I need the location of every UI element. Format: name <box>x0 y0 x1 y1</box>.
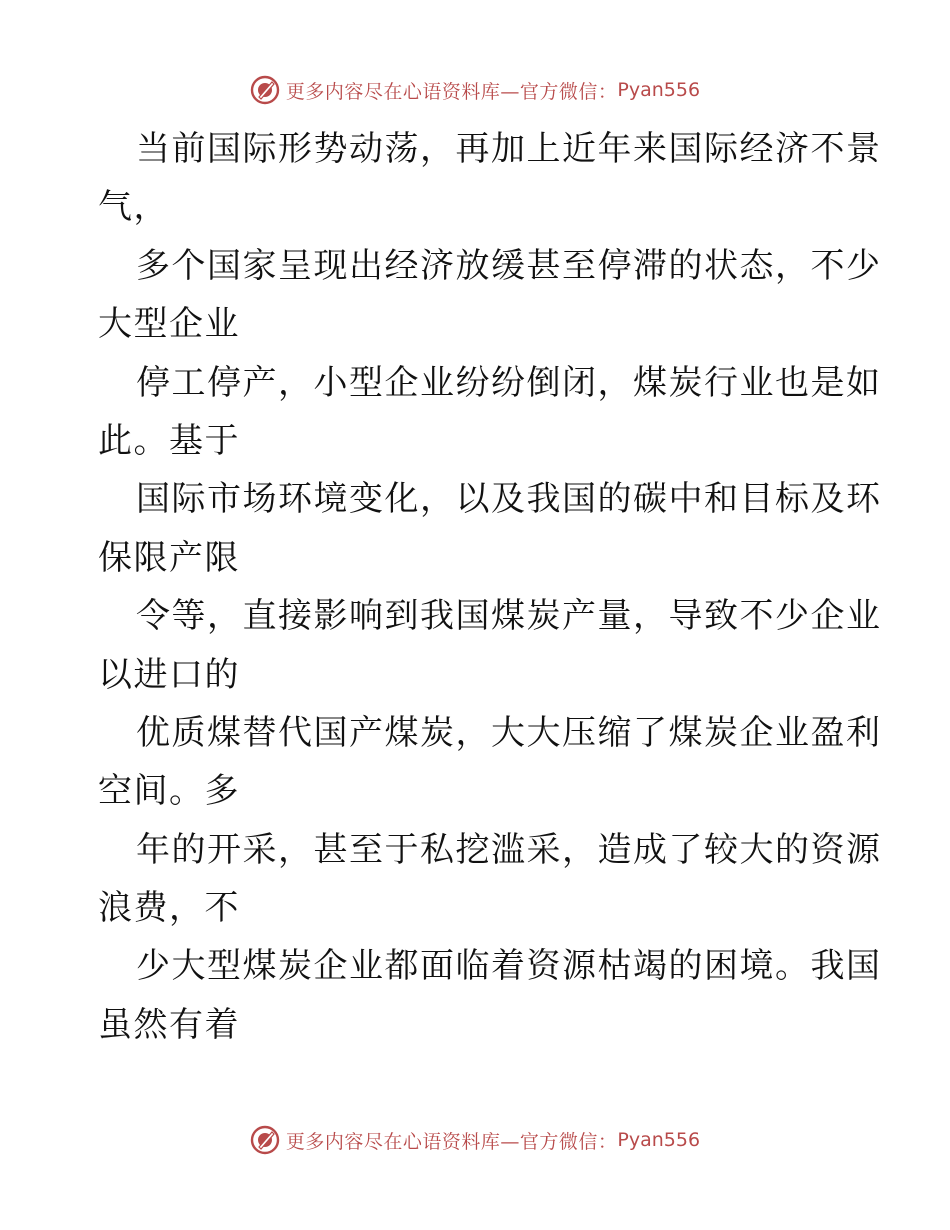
text-line: 虽然有着 <box>98 1004 240 1045</box>
header-banner-text: 更多内容尽在心语资料库—官方微信： <box>285 80 618 103</box>
text-line: 优质煤替代国产煤炭，大大压缩了煤炭企业盈利 <box>136 712 882 753</box>
text-line: 停工停产，小型企业纷纷倒闭，煤炭行业也是如 <box>136 362 882 403</box>
footer-banner <box>0 1120 950 1160</box>
text-line: 令等，直接影响到我国煤炭产量，导致不少企业 <box>136 596 882 637</box>
logo-icon <box>250 1125 280 1155</box>
body-text <box>98 120 882 1054</box>
text-line: 当前国际形势动荡，再加上近年来国际经济不景 <box>136 129 882 169</box>
text-line: 年的开采，甚至于私挖滥采，造成了较大的资源 <box>136 829 882 870</box>
text-line: 大型企业 <box>98 304 240 345</box>
footer-wechat-id: Pyan556 <box>617 1129 701 1151</box>
text-line: 空间。多 <box>98 771 240 812</box>
header-banner <box>0 70 950 110</box>
text-line: 气， <box>98 187 169 228</box>
text-line: 保限产限 <box>98 537 240 578</box>
text-line: 浪费，不 <box>98 888 240 929</box>
logo-icon <box>250 75 280 105</box>
text-line: 此。基于 <box>98 420 240 461</box>
footer-banner-text: 更多内容尽在心语资料库—官方微信： <box>285 1130 618 1153</box>
header-wechat-id: Pyan556 <box>617 79 701 101</box>
text-line: 少大型煤炭企业都面临着资源枯竭的困境。我国 <box>136 946 882 987</box>
text-line: 国际市场环境变化，以及我国的碳中和目标及环 <box>136 479 882 520</box>
text-line: 多个国家呈现出经济放缓甚至停滞的状态，不少 <box>136 245 882 286</box>
text-line: 以进口的 <box>98 654 240 695</box>
